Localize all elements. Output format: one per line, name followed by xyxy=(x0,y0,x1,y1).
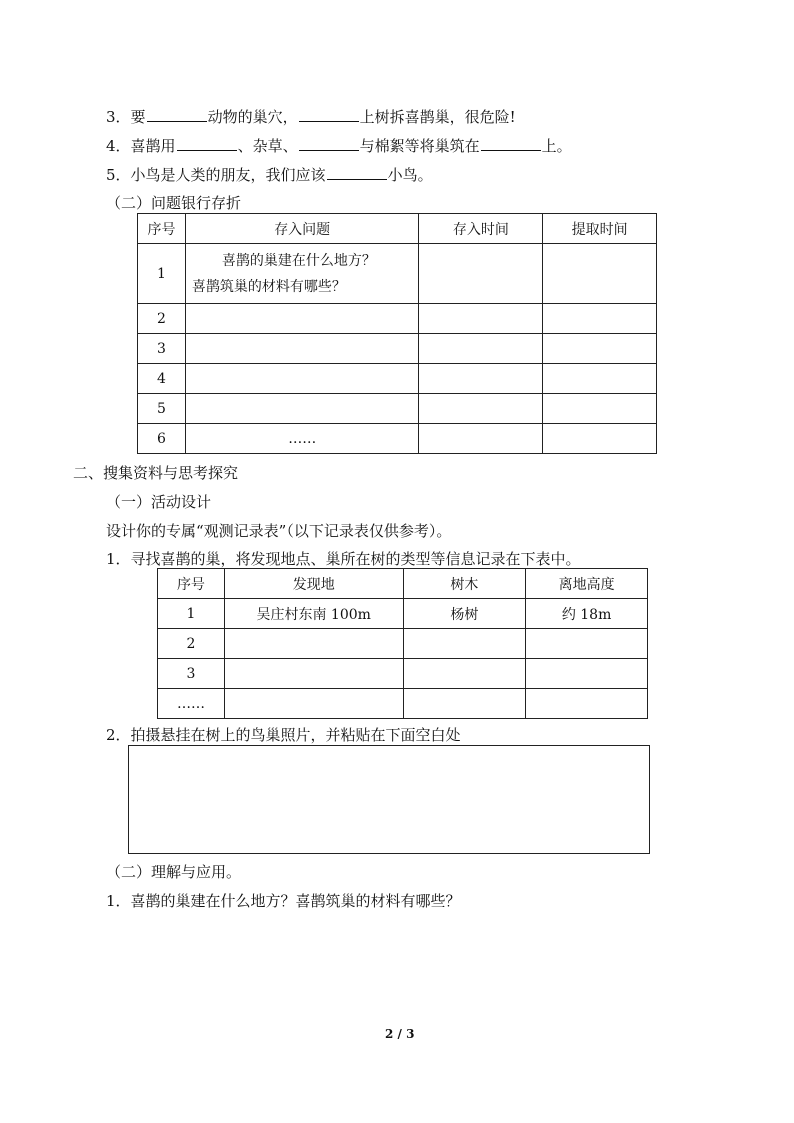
withdraw-time-cell[interactable] xyxy=(543,244,657,304)
height-cell[interactable] xyxy=(526,659,648,689)
height-cell[interactable] xyxy=(526,689,648,719)
header-cell: 序号 xyxy=(158,569,225,599)
activity-intro: 设计你的专属“观测记录表”（以下记录表仅供参考）。 xyxy=(106,522,452,540)
deposit-time-cell[interactable] xyxy=(419,334,543,364)
table-row xyxy=(158,659,648,689)
height-cell[interactable] xyxy=(526,629,648,659)
row-number: 2 xyxy=(138,304,186,334)
item-2-instruction: 2．拍摄悬挂在树上的鸟巢照片，并粘贴在下面空白处 xyxy=(106,726,461,744)
page-number: 2 / 3 xyxy=(385,1027,415,1041)
header-cell: 提取时间 xyxy=(543,214,657,244)
table-header-row xyxy=(138,214,657,244)
withdraw-time-cell[interactable] xyxy=(543,424,657,454)
row-number: 1 xyxy=(138,244,186,304)
table-row xyxy=(158,689,648,719)
question-cell[interactable] xyxy=(185,364,419,394)
question-line-1: 喜鹊的巢建在什么地方？ xyxy=(221,252,376,269)
row-number: 3 xyxy=(138,334,186,364)
question-4 xyxy=(106,135,572,156)
q3-blank-1[interactable] xyxy=(147,106,207,122)
question-cell[interactable] xyxy=(185,304,419,334)
understanding-subtitle: （二）理解与应用。 xyxy=(106,863,242,881)
part2-title: 二、搜集资料与思考探究 xyxy=(73,464,239,482)
q5-blank-1[interactable] xyxy=(327,164,387,180)
question-5 xyxy=(106,164,433,185)
q3-text-3: 上树拆喜鹊巢，很危险! xyxy=(359,108,516,126)
photo-paste-area[interactable] xyxy=(128,745,650,854)
deposit-time-cell[interactable] xyxy=(419,394,543,424)
q3-text-1: 要 xyxy=(130,108,146,126)
question-cell[interactable]: …… xyxy=(185,424,419,454)
row-number: 2 xyxy=(158,629,225,659)
row-number: 6 xyxy=(138,424,186,454)
header-cell: 存入问题 xyxy=(185,214,419,244)
q4-blank-2[interactable] xyxy=(299,135,359,151)
withdraw-time-cell[interactable] xyxy=(543,364,657,394)
table-row xyxy=(138,244,657,304)
height-cell[interactable]: 约 18m xyxy=(526,599,648,629)
location-cell[interactable] xyxy=(224,689,403,719)
question-line-2: 喜鹊筑巢的材料有哪些？ xyxy=(191,278,346,295)
location-cell[interactable] xyxy=(224,629,403,659)
table-row xyxy=(138,364,657,394)
table-row xyxy=(138,394,657,424)
table-row xyxy=(158,629,648,659)
q3-number: 3． xyxy=(106,108,131,126)
table-row xyxy=(138,334,657,364)
location-cell[interactable] xyxy=(224,659,403,689)
item-1-instruction: 1．寻找喜鹊的巢，将发现地点、巢所在树的类型等信息记录在下表中。 xyxy=(106,550,581,568)
withdraw-time-cell[interactable] xyxy=(543,394,657,424)
q4-blank-1[interactable] xyxy=(177,135,237,151)
row-number: 1 xyxy=(158,599,225,629)
row-number: 4 xyxy=(138,364,186,394)
tree-cell[interactable] xyxy=(403,689,526,719)
q4-blank-3[interactable] xyxy=(481,135,541,151)
deposit-time-cell[interactable] xyxy=(419,364,543,394)
header-cell: 存入时间 xyxy=(419,214,543,244)
withdraw-time-cell[interactable] xyxy=(543,334,657,364)
header-cell: 离地高度 xyxy=(526,569,648,599)
row-number: …… xyxy=(158,689,225,719)
q4-text-3: 与棉絮等将巢筑在 xyxy=(359,137,480,155)
application-question-1: 1．喜鹊的巢建在什么地方？喜鹊筑巢的材料有哪些？ xyxy=(106,892,461,910)
q5-text-1: 小鸟是人类的朋友，我们应该 xyxy=(130,166,326,184)
q4-text-1: 喜鹊用 xyxy=(130,137,176,155)
bank-section-title: （二）问题银行存折 xyxy=(106,194,242,212)
q5-text-2: 小鸟。 xyxy=(387,166,433,184)
question-3 xyxy=(106,106,516,127)
table-row xyxy=(158,599,648,629)
q4-text-4: 上。 xyxy=(541,137,572,155)
q3-blank-2[interactable] xyxy=(299,106,359,122)
deposit-time-cell[interactable] xyxy=(419,304,543,334)
row-number: 5 xyxy=(138,394,186,424)
deposit-time-cell[interactable] xyxy=(419,424,543,454)
location-cell[interactable]: 吴庄村东南 100m xyxy=(224,599,403,629)
row-number: 3 xyxy=(158,659,225,689)
tree-cell[interactable] xyxy=(403,659,526,689)
activity-design-subtitle: （一）活动设计 xyxy=(106,493,212,511)
q4-text-2: 、杂草、 xyxy=(237,137,298,155)
observation-table xyxy=(157,568,648,719)
question-cell[interactable] xyxy=(185,394,419,424)
table-row xyxy=(138,304,657,334)
tree-cell[interactable]: 杨树 xyxy=(403,599,526,629)
q5-number: 5． xyxy=(106,166,131,184)
question-bank-table xyxy=(137,213,657,454)
question-cell[interactable] xyxy=(185,334,419,364)
q4-number: 4． xyxy=(106,137,131,155)
deposit-time-cell[interactable] xyxy=(419,244,543,304)
table-header-row xyxy=(158,569,648,599)
table-row xyxy=(138,424,657,454)
tree-cell[interactable] xyxy=(403,629,526,659)
q3-text-2: 动物的巢穴， xyxy=(207,108,298,126)
header-cell: 发现地 xyxy=(224,569,403,599)
header-cell: 树木 xyxy=(403,569,526,599)
question-cell[interactable] xyxy=(185,244,419,304)
withdraw-time-cell[interactable] xyxy=(543,304,657,334)
header-cell: 序号 xyxy=(138,214,186,244)
